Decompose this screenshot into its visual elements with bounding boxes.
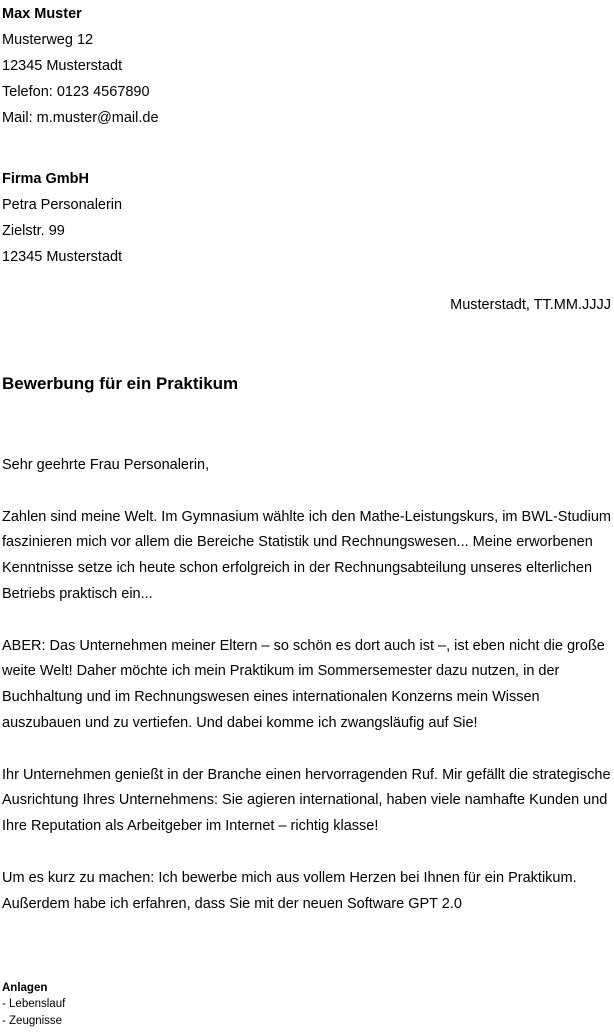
attachments-block — [2, 980, 65, 1032]
sender-phone: Telefon: 0123 4567890 — [2, 84, 150, 100]
attachments-title: Anlagen — [2, 981, 48, 994]
letter-body — [2, 397, 612, 917]
sender-address-block — [2, 0, 612, 131]
body-paragraph-4: Um es kurz zu machen: Ich bewerbe mich aus vollem Herzen bei Ihnen für ein Praktikum. Außerdem habe ich erfahren, dass Sie mit der neuen Software GPT 2.0 — [2, 869, 577, 912]
body-paragraph-2: ABER: Das Unternehmen meiner Eltern – so schön es dort auch ist –, ist eben nicht die große weite Welt! Daher möchte ich mein Praktikum im Sommersemester dazu nutzen, in der Buchhaltung und im Rechnungswesen eines internationalen Konzerns mein Wissen auszubauen und zu vertiefen. Und dabei komme ich zwangsläufig auf Sie! — [2, 637, 605, 731]
recipient-contact: Petra Personalerin — [2, 197, 123, 213]
subject-heading: Bewerbung für ein Praktikum — [2, 374, 239, 393]
place-and-date: Musterstadt, TT.MM.JJJJ — [450, 297, 611, 313]
sender-mail: Mail: m.muster@mail.de — [2, 110, 159, 126]
recipient-city: 12345 Musterstadt — [2, 249, 123, 265]
recipient-address-block — [2, 131, 612, 270]
sender-street: Musterweg 12 — [2, 32, 94, 48]
sender-city: 12345 Musterstadt — [2, 58, 123, 74]
attachment-item: - Zeugnisse — [2, 1014, 63, 1027]
salutation: Sehr geehrte Frau Personalerin, — [2, 457, 210, 473]
recipient-company: Firma GmbH — [2, 171, 90, 187]
recipient-street: Zielstr. 99 — [2, 223, 65, 239]
body-paragraph-3: Ihr Unternehmen genießt in der Branche einen hervorragenden Ruf. Mir gefällt die strategische Ausrichtung Ihres Unternehmens: Sie agieren international, haben viele namhafte Kunden und Ihre Reputation als Arbeitgeber im Internet – richtig klasse! — [2, 766, 611, 835]
body-paragraph-1: Zahlen sind meine Welt. Im Gymnasium wählte ich den Mathe-Leistungskurs, im BWL-Studium faszinieren mich vor allem die Bereiche Statistik und Rechnungswesen... Meine erworbenen Kenntnisse setze ich heute schon erfolgreich in der Rechnungsabteilung unseres elterlichen Betriebs praktisch ein... — [2, 508, 611, 602]
attachment-item: - Lebenslauf — [2, 998, 66, 1010]
sender-name: Max Muster — [2, 6, 82, 22]
